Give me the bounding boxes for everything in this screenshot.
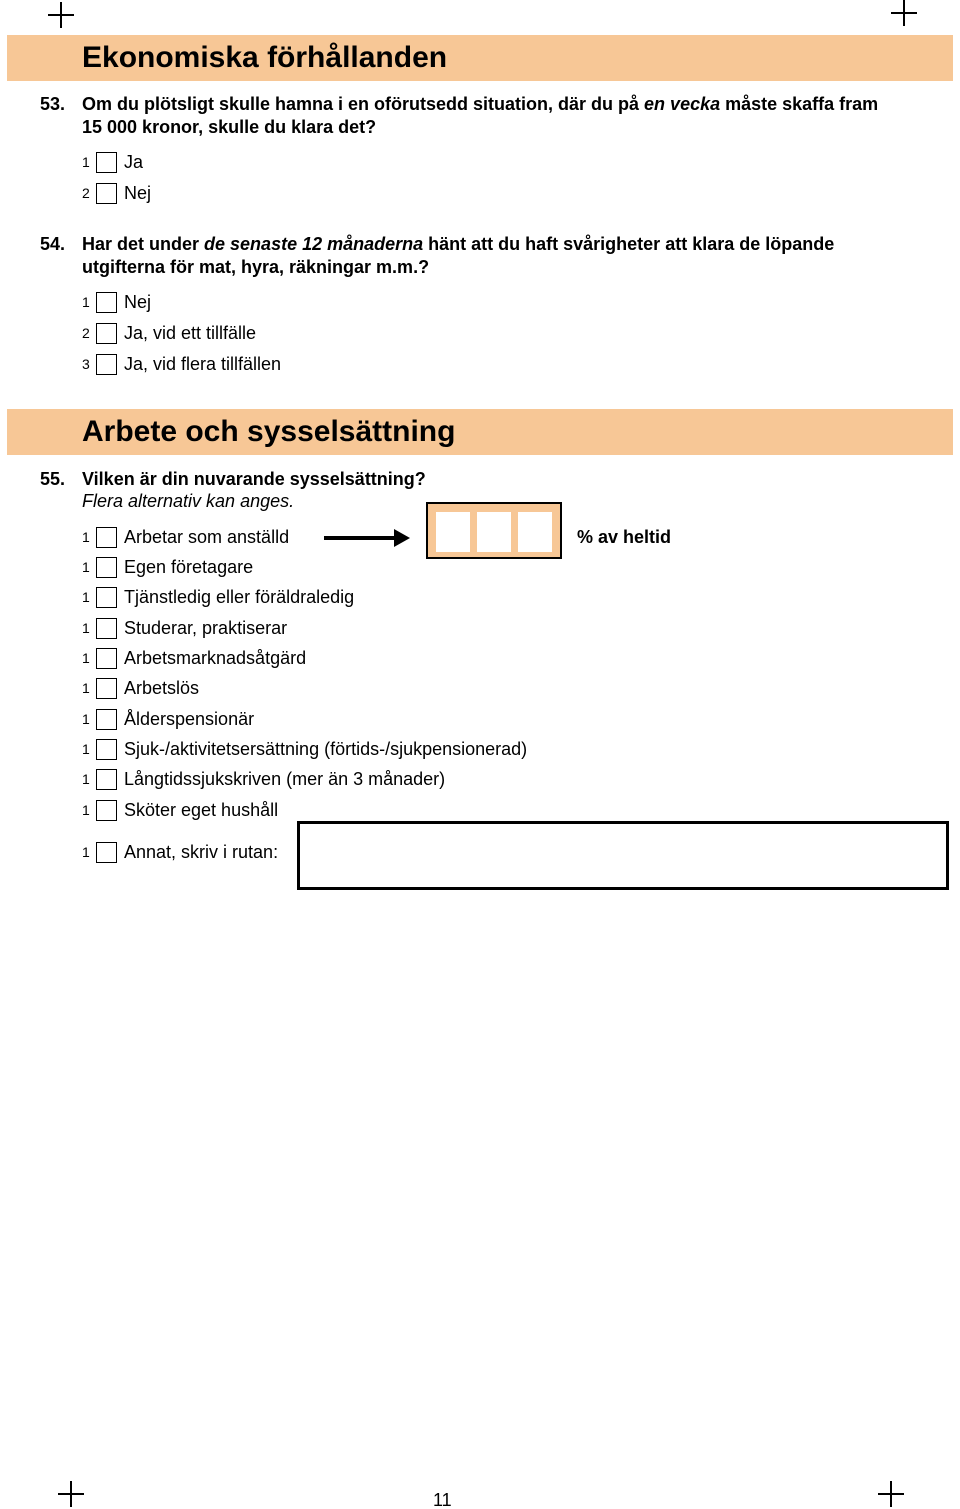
- checkbox[interactable]: [96, 709, 117, 730]
- option-q55-retired[interactable]: [82, 707, 254, 731]
- option-q55-self-employed[interactable]: [82, 555, 253, 579]
- option-label: Nej: [124, 182, 152, 203]
- option-code: 1: [82, 711, 90, 727]
- option-label: Ja: [124, 151, 144, 172]
- option-code: 1: [82, 529, 90, 545]
- checkbox[interactable]: [96, 842, 117, 863]
- option-q55-unemployed[interactable]: [82, 676, 199, 700]
- percent-digit-box[interactable]: [477, 512, 511, 552]
- option-q55-long-term-sick[interactable]: [82, 767, 445, 791]
- option-label: Sköter eget hushåll: [124, 799, 279, 820]
- option-code: 2: [82, 325, 90, 341]
- option-label: Egen företagare: [124, 556, 254, 577]
- checkbox[interactable]: [96, 769, 117, 790]
- checkbox[interactable]: [96, 323, 117, 344]
- crop-mark-top-right: [891, 0, 917, 26]
- option-code: 1: [82, 559, 90, 575]
- option-label: Nej: [124, 291, 152, 312]
- checkbox[interactable]: [96, 292, 117, 313]
- option-label: Långtidssjukskriven (mer än 3 månader): [124, 768, 446, 789]
- checkbox[interactable]: [96, 648, 117, 669]
- option-label: Ja, vid ett tillfälle: [124, 322, 257, 343]
- option-code: 1: [82, 680, 90, 696]
- section-title-work: Arbete och sysselsättning: [82, 415, 456, 448]
- option-q54-nej[interactable]: [82, 290, 151, 314]
- option-q53-ja[interactable]: [82, 150, 143, 174]
- question-number: 53.: [40, 94, 66, 114]
- option-label: Tjänstledig eller föräldraledig: [124, 586, 355, 607]
- option-code: 1: [82, 844, 90, 860]
- question-text-part: utgifterna för mat, hyra, räkningar m.m.?: [82, 257, 430, 277]
- question-text-part: 15 000 kronor, skulle du klara det?: [82, 117, 377, 137]
- checkbox[interactable]: [96, 557, 117, 578]
- question-text-part: Har det under: [82, 234, 205, 254]
- question-text-53: [82, 93, 878, 139]
- checkbox[interactable]: [96, 354, 117, 375]
- crop-mark-top-left: [48, 2, 74, 28]
- question-number: 54.: [40, 234, 66, 254]
- option-q55-household[interactable]: [82, 798, 278, 822]
- checkbox[interactable]: [96, 183, 117, 204]
- option-label: Sjuk-/aktivitetsersättning (förtids-/sjukpensionerad): [124, 738, 528, 759]
- option-q55-studying[interactable]: [82, 616, 287, 640]
- other-text-field[interactable]: [297, 821, 949, 890]
- option-q55-leave[interactable]: [82, 585, 354, 609]
- option-label: Arbetslös: [124, 677, 200, 698]
- section-title-economy: Ekonomiska förhållanden: [82, 41, 448, 74]
- option-code: 3: [82, 356, 90, 372]
- question-text-part: hänt att du haft svårigheter att klara de löpande: [423, 234, 835, 254]
- option-code: 1: [82, 620, 90, 636]
- checkbox[interactable]: [96, 527, 117, 548]
- checkbox[interactable]: [96, 587, 117, 608]
- question-emphasis: en vecka: [644, 94, 721, 114]
- crop-mark-bottom-left: [58, 1481, 84, 1507]
- question-note: Flera alternativ kan anges.: [82, 491, 295, 511]
- option-q55-labour-measure[interactable]: [82, 646, 306, 670]
- question-emphasis: de senaste 12 månaderna: [204, 234, 424, 254]
- option-code: 1: [82, 741, 90, 757]
- option-code: 1: [82, 294, 90, 310]
- arrow-icon: [324, 536, 396, 540]
- checkbox[interactable]: [96, 152, 117, 173]
- option-label: Arbetar som anställd: [124, 526, 290, 547]
- option-label: Annat, skriv i rutan:: [124, 841, 279, 862]
- question-text-54: [82, 233, 834, 279]
- option-q55-sickness-compensation[interactable]: [82, 737, 527, 761]
- option-q55-employed[interactable]: [82, 525, 289, 549]
- option-code: 1: [82, 802, 90, 818]
- checkbox[interactable]: [96, 618, 117, 639]
- option-label: Ålderspensionär: [124, 708, 255, 729]
- option-code: 2: [82, 185, 90, 201]
- option-code: 1: [82, 589, 90, 605]
- percent-label: % av heltid: [577, 527, 672, 547]
- option-label: Arbetsmarknadsåtgärd: [124, 647, 307, 668]
- arrow-head-icon: [394, 529, 410, 547]
- option-q55-other[interactable]: [82, 840, 278, 864]
- option-q54-ja-several[interactable]: [82, 352, 281, 376]
- option-code: 1: [82, 771, 90, 787]
- page-number: 11: [433, 1490, 452, 1509]
- percent-input-frame: [426, 502, 562, 559]
- question-text-part: måste skaffa fram: [720, 94, 879, 114]
- crop-mark-bottom-right: [878, 1481, 904, 1507]
- option-q54-ja-once[interactable]: [82, 321, 256, 345]
- question-text-part: Om du plötsligt skulle hamna i en oförutsedd situation, där du på: [82, 94, 645, 114]
- option-code: 1: [82, 154, 90, 170]
- option-label: Studerar, praktiserar: [124, 617, 288, 638]
- question-number: 55.: [40, 469, 66, 489]
- question-text-55: Vilken är din nuvarande sysselsättning?: [82, 469, 426, 489]
- percent-digit-box[interactable]: [436, 512, 470, 552]
- checkbox[interactable]: [96, 800, 117, 821]
- option-label: Ja, vid flera tillfällen: [124, 353, 282, 374]
- option-code: 1: [82, 650, 90, 666]
- checkbox[interactable]: [96, 678, 117, 699]
- percent-digit-box[interactable]: [518, 512, 552, 552]
- option-q53-nej[interactable]: [82, 181, 151, 205]
- checkbox[interactable]: [96, 739, 117, 760]
